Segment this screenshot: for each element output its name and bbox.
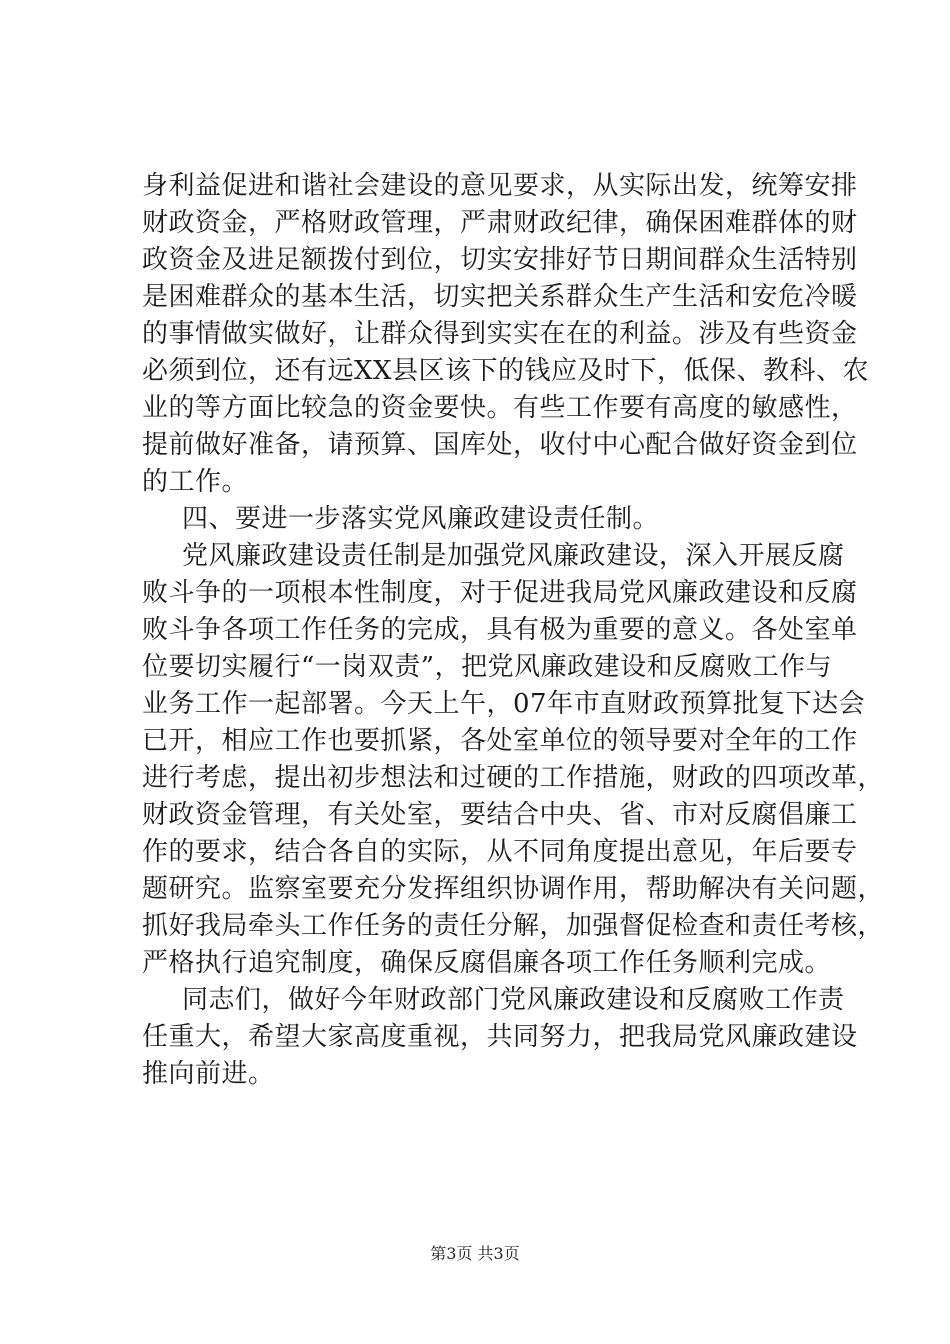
- body-line: 败斗争各项工作任务的完成，具有极为重要的意义。各处室单: [142, 615, 858, 645]
- section-heading: 四、要进一步落实党风廉政建设责任制。: [182, 504, 660, 534]
- body-line: 业的等方面比较急的资金要快。有些工作要有高度的敏感性，: [142, 393, 858, 423]
- body-line: 提前做好准备，请预算、国库处，收付中心配合做好资金到位: [142, 430, 858, 460]
- document-body: [142, 168, 885, 1093]
- body-line: 抓好我局牵头工作任务的责任分解，加强督促检查和责任考核，: [142, 911, 885, 941]
- body-line: 作的要求，结合各自的实际，从不同角度提出意见，年后要专: [142, 837, 858, 867]
- body-line: 败斗争的一项根本性制度，对于促进我局党风廉政建设和反腐: [142, 578, 858, 608]
- body-line: 推向前进。: [142, 1059, 275, 1089]
- body-line: 的工作。: [142, 467, 249, 497]
- body-line: 进行考虑，提出初步想法和过硬的工作措施，财政的四项改革，: [142, 763, 885, 793]
- body-line: 已开，相应工作也要抓紧，各处室单位的领导要对全年的工作: [142, 726, 858, 756]
- body-line: 题研究。监察室要充分发挥组织协调作用，帮助解决有关问题，: [142, 874, 885, 904]
- body-line: 政资金及进足额拨付到位，切实安排好节日期间群众生活特别: [142, 245, 858, 275]
- body-line: 严格执行追究制度，确保反腐倡廉各项工作任务顺利完成。: [142, 948, 832, 978]
- body-line: 的事情做实做好，让群众得到实实在在的利益。涉及有些资金: [142, 319, 858, 349]
- body-line: 财政资金，严格财政管理，严肃财政纪律，确保困难群体的财: [142, 208, 858, 238]
- body-line: 业务工作一起部署。今天上午，07年市直财政预算批复下达会: [142, 689, 866, 719]
- body-line: 财政资金管理，有关处室，要结合中央、省、市对反腐倡廉工: [142, 800, 858, 830]
- body-line: 任重大，希望大家高度重视，共同努力，把我局党风廉政建设: [142, 1022, 858, 1052]
- body-line: 是困难群众的基本生活，切实把关系群众生产生活和安危冷暖: [142, 282, 858, 312]
- page-number-footer: 第3页 共3页: [430, 1244, 520, 1263]
- body-line: 身利益促进和谐社会建设的意见要求，从实际出发，统筹安排: [142, 171, 858, 201]
- paragraph-start-line: 同志们，做好今年财政部门党风廉政建设和反腐败工作责: [182, 985, 845, 1015]
- paragraph-start-line: 党风廉政建设责任制是加强党风廉政建设，深入开展反腐: [182, 541, 845, 571]
- body-line: 必须到位，还有远XX县区该下的钱应及时下，低保、教科、农: [142, 356, 870, 386]
- body-line: 位要切实履行“一岗双责”，把党风廉政建设和反腐败工作与: [142, 652, 833, 682]
